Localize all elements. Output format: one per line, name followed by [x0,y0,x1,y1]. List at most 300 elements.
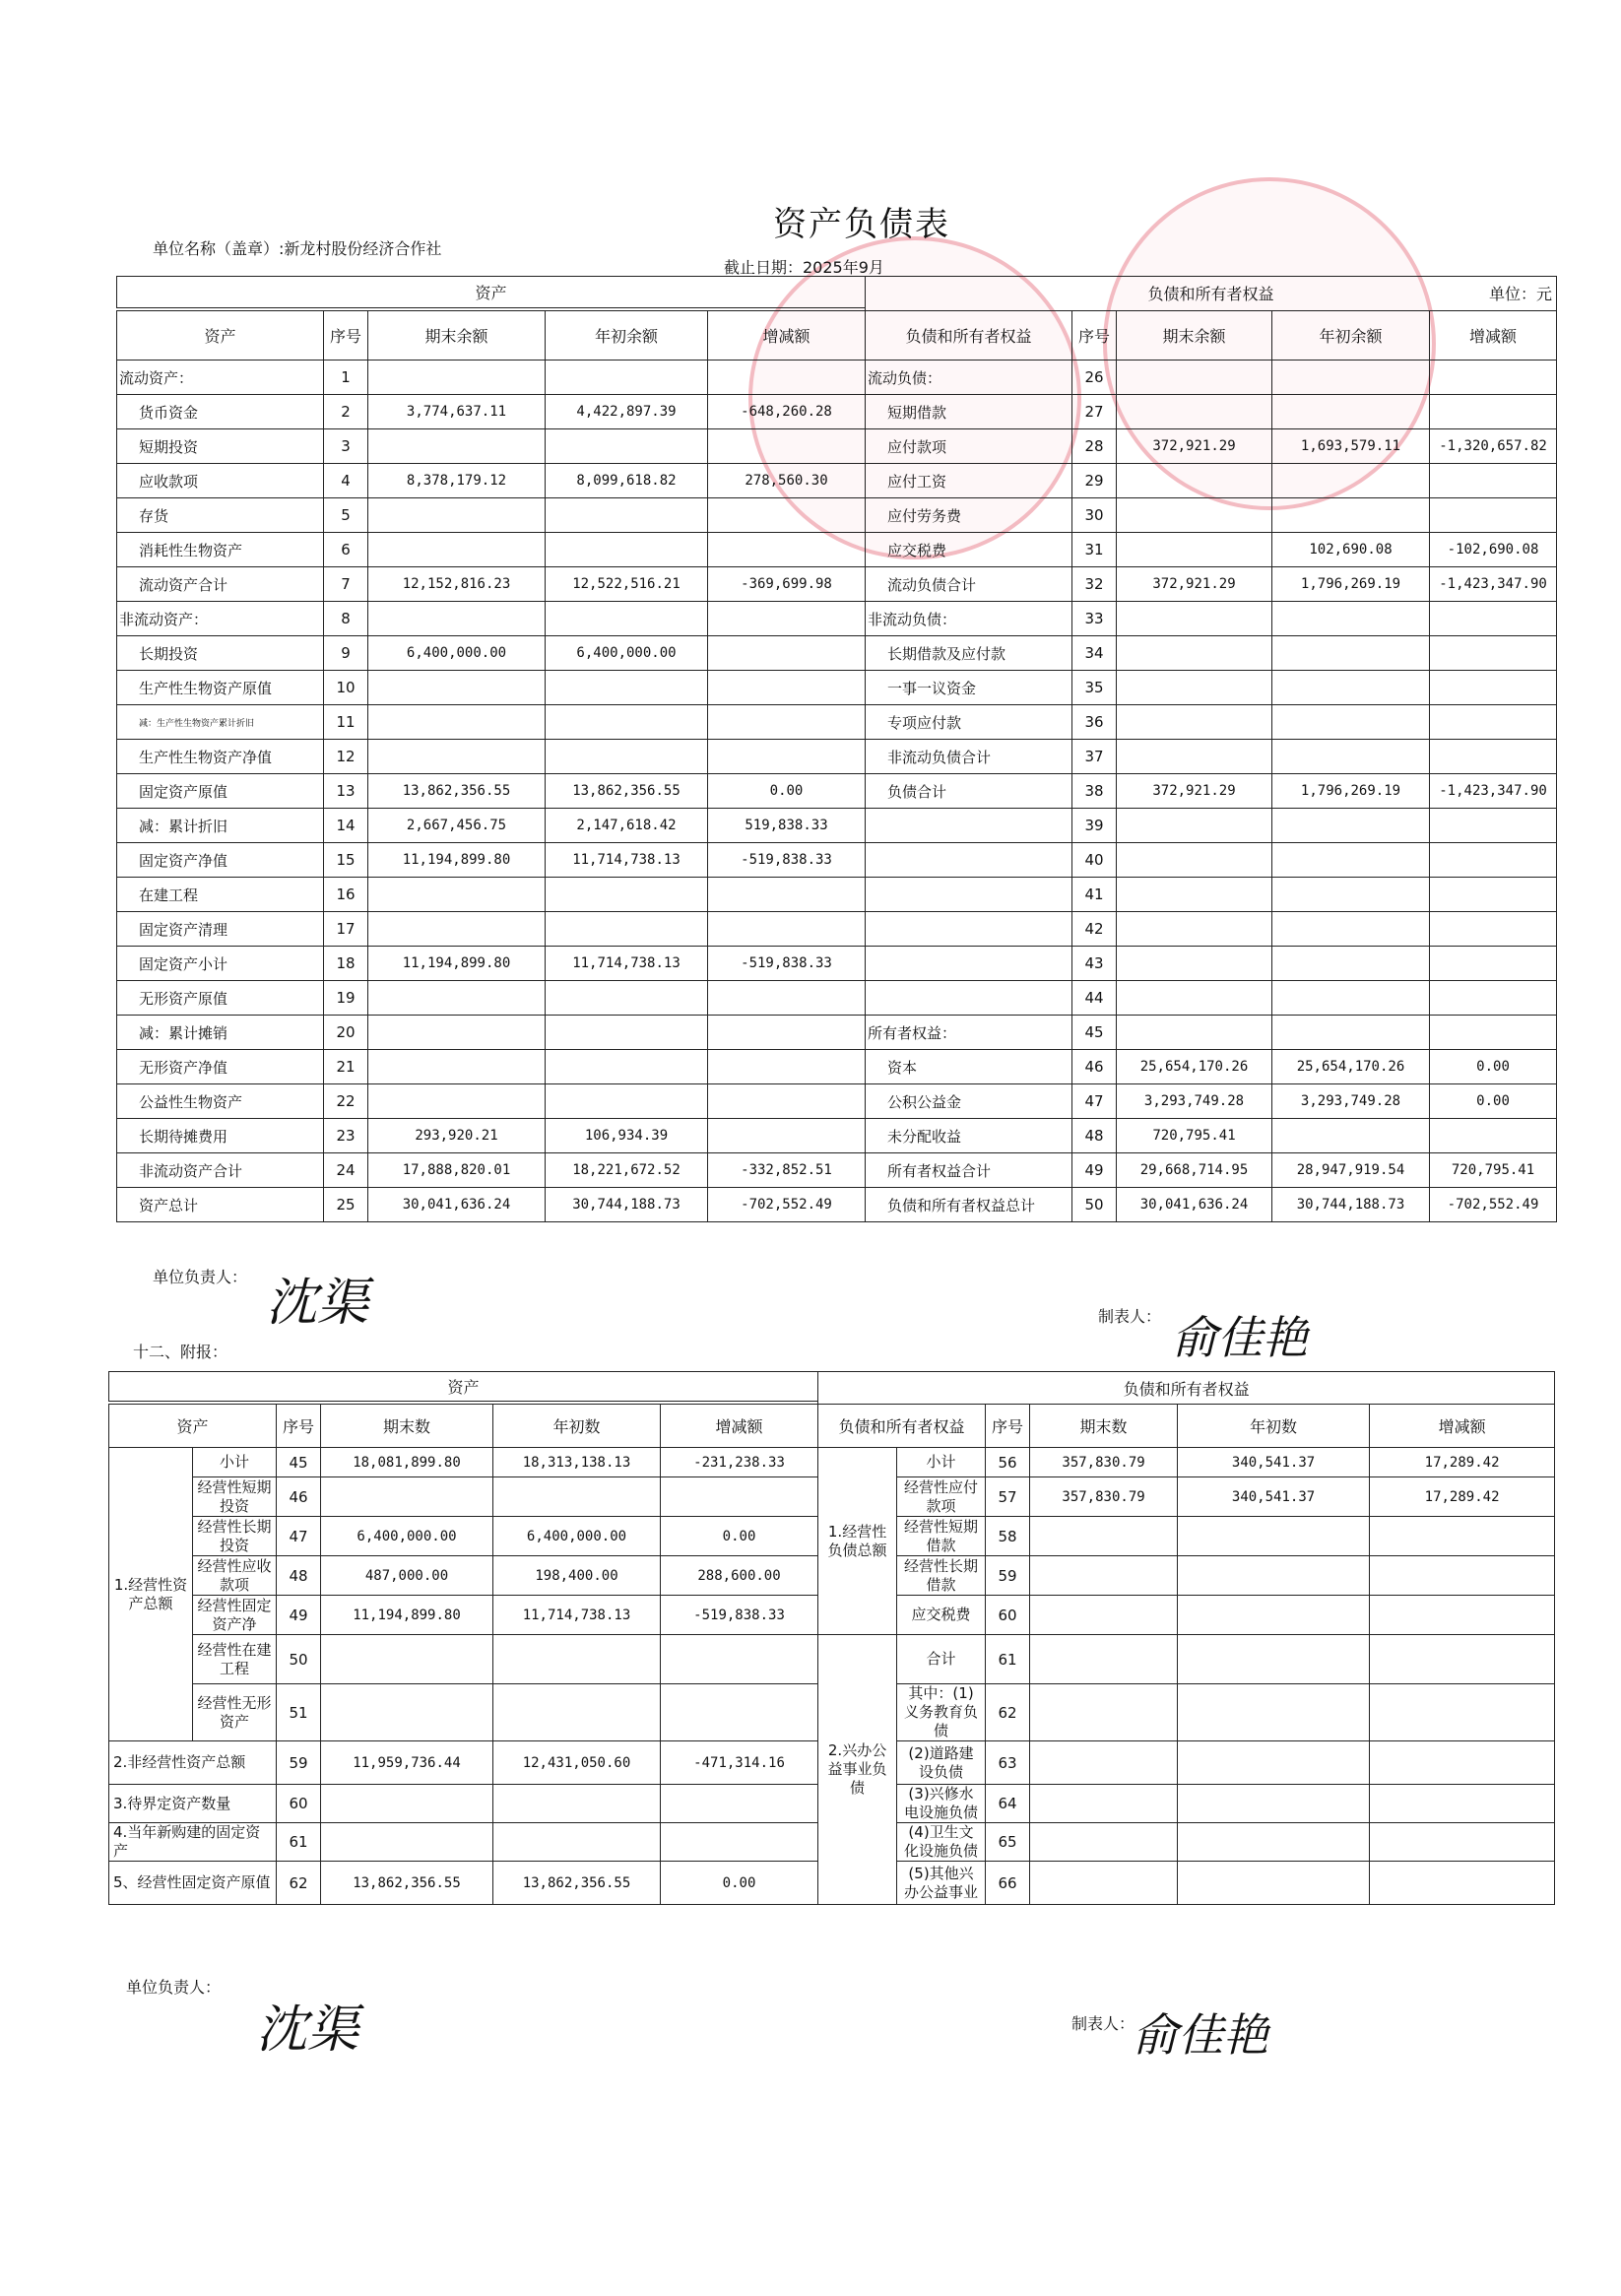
asset-cell: 17 [324,912,368,947]
liab-cell: -1,320,657.82 [1430,429,1557,464]
app-asset-cell: 49 [277,1596,321,1635]
table-row [117,1050,1557,1084]
liab-cell [1272,981,1430,1016]
app-liab-cell [1370,1684,1555,1741]
liab-cell: 1,693,579.11 [1272,429,1430,464]
app-liab-cell: (2)道路建设负债 [897,1741,986,1785]
asset-cell [708,1050,866,1084]
app-liab-cell [1178,1684,1370,1741]
liab-cell: 372,921.29 [1117,567,1272,602]
app-asset-cell [493,1477,661,1517]
liab-cell [866,878,1072,912]
liab-cell [1117,878,1272,912]
liab-cell: 30,041,636.24 [1117,1188,1272,1222]
asset-cell [368,912,546,947]
app-liab-cell [1178,1823,1370,1862]
app-col-left-2: 期末数 [321,1405,493,1448]
unit-name: 单位名称（盖章）:新龙村股份经济合作社 [153,239,442,258]
table-row [117,947,1557,981]
asset-cell [546,429,708,464]
col-left-4: 增减额 [708,311,866,361]
liab-cell [1430,602,1557,636]
app-liab-cell: 小计 [897,1448,986,1477]
asset-cell: 12 [324,740,368,774]
app-asset-cell: 11,714,738.13 [493,1596,661,1635]
app-liab-cell [1370,1741,1555,1785]
liab-cell [1117,361,1272,395]
app-liab-cell: 61 [986,1635,1030,1684]
app-asset-cell: 13,862,356.55 [493,1862,661,1905]
liab-cell: 27 [1072,395,1117,429]
app-asset-cell: 47 [277,1517,321,1556]
asset-cell [708,740,866,774]
liab-cell: 31 [1072,533,1117,567]
app-asset-cell: 61 [277,1823,321,1862]
liab-cell [1117,498,1272,533]
app-col-right-1: 序号 [986,1405,1030,1448]
balance-sheet-table [116,276,1557,1222]
asset-cell: -519,838.33 [708,947,866,981]
liab-cell: 应付劳务费 [866,498,1072,533]
app-liab-cell: (3)兴修水电设施负债 [897,1785,986,1823]
liabilities-header: 负债和所有者权益 [866,277,1557,311]
asset-cell [368,878,546,912]
asset-cell [368,671,546,705]
app-asset-cell: -471,314.16 [661,1741,818,1785]
liab-cell: 30,744,188.73 [1272,1188,1430,1222]
app-asset-cell: 经营性长期投资 [193,1517,277,1556]
appendix-table [108,1371,1555,1905]
liab-cell [1430,912,1557,947]
asset-cell [546,705,708,740]
table-row [117,1119,1557,1153]
liab-cell: 短期借款 [866,395,1072,429]
app-liab-cell [1370,1556,1555,1596]
liab-cell: 372,921.29 [1117,774,1272,809]
app-asset-cell: 0.00 [661,1862,818,1905]
app-asset-cell: 6,400,000.00 [321,1517,493,1556]
report-date: 截止日期：2025年9月 [724,258,884,277]
app-liab-cell: 64 [986,1785,1030,1823]
app-liab-cell: 60 [986,1596,1030,1635]
liab-cell [1272,395,1430,429]
table-row [109,1635,1555,1684]
asset-cell: 16 [324,878,368,912]
app-asset-cell: 18,313,138.13 [493,1448,661,1477]
asset-cell: 30,744,188.73 [546,1188,708,1222]
asset-cell: 1 [324,361,368,395]
asset-cell: 25 [324,1188,368,1222]
table-row [117,705,1557,740]
liab-cell [1117,602,1272,636]
liab-cell [866,947,1072,981]
app-asset-cell: 11,194,899.80 [321,1596,493,1635]
app-asset-cell: 198,400.00 [493,1556,661,1596]
asset-cell [708,1084,866,1119]
app-liab-cell [1370,1823,1555,1862]
col-left-0: 资产 [117,311,324,361]
leader-signature: 沈渠 [266,1274,369,1333]
app-asset-cell: 46 [277,1477,321,1517]
table-row [117,636,1557,671]
asset-cell: 13,862,356.55 [546,774,708,809]
asset-cell [708,361,866,395]
asset-cell [546,361,708,395]
app-liab-cell [1030,1635,1178,1684]
liab-cell [866,843,1072,878]
app-liab-cell [1030,1684,1178,1741]
liab-cell [1117,912,1272,947]
asset-cell: 11,714,738.13 [546,947,708,981]
liab-cell: -702,552.49 [1430,1188,1557,1222]
liab-cell [1272,843,1430,878]
table-row [117,1084,1557,1119]
asset-cell: 减：累计折旧 [117,809,324,843]
liab-cell [1117,947,1272,981]
liab-cell [1117,395,1272,429]
col-right-3: 年初余额 [1272,311,1430,361]
liab-cell [1430,1016,1557,1050]
app-asset-cell: 0.00 [661,1517,818,1556]
app-asset-cell: 小计 [193,1448,277,1477]
asset-cell [368,981,546,1016]
asset-cell [708,981,866,1016]
liab-cell [1430,740,1557,774]
leader-label: 单位负责人： [153,1268,248,1286]
app-asset-cell: 60 [277,1785,321,1823]
asset-cell: 24 [324,1153,368,1188]
liab-cell [1430,636,1557,671]
asset-cell: 14 [324,809,368,843]
asset-cell: 22 [324,1084,368,1119]
assets-header: 资产 [117,277,866,308]
app-asset-cell: 288,600.00 [661,1556,818,1596]
liab-cell [1272,912,1430,947]
liab-cell [1430,809,1557,843]
app-asset-cell [321,1635,493,1684]
liab-cell: 34 [1072,636,1117,671]
asset-cell [368,1016,546,1050]
liab-cell [1117,533,1272,567]
asset-cell: 生产性生物资产净值 [117,740,324,774]
asset-cell: 公益性生物资产 [117,1084,324,1119]
app-asset-cell: 经营性应收款项 [193,1556,277,1596]
liab-cell: 44 [1072,981,1117,1016]
app-col-right-3: 年初数 [1178,1405,1370,1448]
app-asset-cell: 6,400,000.00 [493,1517,661,1556]
asset-cell: 2,147,618.42 [546,809,708,843]
app-liab-cell: 应交税费 [897,1596,986,1635]
app-asset-cell: 经营性无形资产 [193,1684,277,1741]
app-col-right-4: 增减额 [1370,1405,1555,1448]
asset-cell: 非流动资产： [117,602,324,636]
asset-cell: 13 [324,774,368,809]
app-col-right-0: 负债和所有者权益 [818,1405,986,1448]
asset-cell: 长期投资 [117,636,324,671]
app-asset-cell: 4.当年新购建的固定资产 [109,1823,277,1862]
liab-cell: 一事一议资金 [866,671,1072,705]
liab-cell [1430,395,1557,429]
liab-cell: 28,947,919.54 [1272,1153,1430,1188]
app-asset-cell: 5、经营性固定资产原值 [109,1862,277,1905]
asset-cell: 12,522,516.21 [546,567,708,602]
liab-cell [1272,1119,1430,1153]
app-asset-cell [661,1823,818,1862]
liab-cell: 720,795.41 [1430,1153,1557,1188]
liab-cell [1430,498,1557,533]
app-liab-cell [1370,1785,1555,1823]
app-liab-cell: 合计 [897,1635,986,1684]
asset-cell [546,1050,708,1084]
table-row [117,533,1557,567]
liab-cell: 29,668,714.95 [1117,1153,1272,1188]
liab-cell [1117,671,1272,705]
app-liab-cell [1370,1635,1555,1684]
asset-cell: 5 [324,498,368,533]
app-liab-cell: 56 [986,1448,1030,1477]
app-asset-cell: 13,862,356.55 [321,1862,493,1905]
asset-cell: 8,378,179.12 [368,464,546,498]
asset-cell [708,912,866,947]
asset-cell: 4 [324,464,368,498]
app-asset-cell: 12,431,050.60 [493,1741,661,1785]
liab-cell: 应交税费 [866,533,1072,567]
asset-cell [546,981,708,1016]
asset-cell: 存货 [117,498,324,533]
app-liab-cell: 58 [986,1517,1030,1556]
app-asset-cell: 59 [277,1741,321,1785]
asset-cell: 6 [324,533,368,567]
liab-cell: 3,293,749.28 [1117,1084,1272,1119]
asset-cell [546,498,708,533]
app-assets-header: 资产 [109,1372,818,1402]
table-row [117,464,1557,498]
app-liab-cell [1030,1862,1178,1905]
asset-cell: 0.00 [708,774,866,809]
app-liab-cell: (4)卫生文化设施负债 [897,1823,986,1862]
asset-cell [708,1016,866,1050]
col-right-0: 负债和所有者权益 [866,311,1072,361]
asset-cell: 11,194,899.80 [368,947,546,981]
app-liab-cell [1178,1596,1370,1635]
asset-cell [546,740,708,774]
app-liab-cell: 357,830.79 [1030,1448,1178,1477]
app-asset-cell: 11,959,736.44 [321,1741,493,1785]
asset-cell: 非流动资产合计 [117,1153,324,1188]
table-row [117,740,1557,774]
asset-cell [708,705,866,740]
app-liab-cell: 66 [986,1862,1030,1905]
asset-cell: 固定资产小计 [117,947,324,981]
app-asset-cell [321,1477,493,1517]
app-liab-cell: 340,541.37 [1178,1477,1370,1517]
asset-cell: 519,838.33 [708,809,866,843]
app-liab-cell [1030,1823,1178,1862]
liab-cell: 未分配收益 [866,1119,1072,1153]
app-liab-cell [1370,1517,1555,1556]
asset-cell [546,912,708,947]
asset-cell: 减：累计摊销 [117,1016,324,1050]
liab-cell: 39 [1072,809,1117,843]
asset-cell: 生产性生物资产原值 [117,671,324,705]
liab-cell: 45 [1072,1016,1117,1050]
app-liab-cell [1030,1596,1178,1635]
asset-cell [708,429,866,464]
liab-cell [1117,464,1272,498]
app-liab-cell [1030,1517,1178,1556]
maker-signature-2: 俞佳艳 [1133,2008,1268,2062]
table-row [117,671,1557,705]
liab-cell: 29 [1072,464,1117,498]
asset-cell [368,602,546,636]
app-liab-cell: 经营性长期借款 [897,1556,986,1596]
asset-cell [546,533,708,567]
app-liab-cell [1178,1785,1370,1823]
liab-cell: 41 [1072,878,1117,912]
liab-cell: 30 [1072,498,1117,533]
liab-cell [1272,361,1430,395]
liab-cell: -1,423,347.90 [1430,774,1557,809]
asset-cell: 278,560.30 [708,464,866,498]
asset-cell: 6,400,000.00 [368,636,546,671]
table-row [117,361,1557,395]
liab-cell: 28 [1072,429,1117,464]
asset-cell: -332,852.51 [708,1153,866,1188]
liab-cell [1430,464,1557,498]
app-col-left-1: 序号 [277,1405,321,1448]
liab-cell: 1,796,269.19 [1272,567,1430,602]
app-liab-cell [1030,1741,1178,1785]
app-asset-cell [493,1785,661,1823]
liab-cell: 50 [1072,1188,1117,1222]
liab-cell [1272,1016,1430,1050]
asset-cell: 固定资产净值 [117,843,324,878]
liab-cell: 26 [1072,361,1117,395]
asset-cell: 3 [324,429,368,464]
asset-cell [368,429,546,464]
app-liab-cell: 17,289.42 [1370,1448,1555,1477]
liab-cell [1272,498,1430,533]
liab-cell [1272,947,1430,981]
app-col-right-2: 期末数 [1030,1405,1178,1448]
app-asset-cell: 3.待界定资产数量 [109,1785,277,1823]
liab-cell: 应付款项 [866,429,1072,464]
col-left-1: 序号 [324,311,368,361]
app-liab-cell: 63 [986,1741,1030,1785]
asset-cell: 流动资产合计 [117,567,324,602]
app-asset-cell [661,1785,818,1823]
app-liab-cell: 57 [986,1477,1030,1517]
liab-cell: 流动负债合计 [866,567,1072,602]
app-liab-cell: 经营性短期借款 [897,1517,986,1556]
maker-label-2: 制表人： [1071,2014,1135,2033]
asset-cell: 消耗性生物资产 [117,533,324,567]
asset-cell: 8,099,618.82 [546,464,708,498]
col-left-3: 年初余额 [546,311,708,361]
app-asset-cell [321,1785,493,1823]
liab-cell: 33 [1072,602,1117,636]
asset-cell: -369,699.98 [708,567,866,602]
app-liab-cell [1030,1556,1178,1596]
liab-cell: 25,654,170.26 [1272,1050,1430,1084]
liab-cell [866,809,1072,843]
asset-cell: 4,422,897.39 [546,395,708,429]
asset-cell [368,498,546,533]
table-row [117,498,1557,533]
asset-cell [708,878,866,912]
app-liab-group-label: 2.兴办公益事业负债 [818,1635,897,1905]
app-liab-cell: (5)其他兴办公益事业 [897,1862,986,1905]
app-asset-cell: 62 [277,1862,321,1905]
app-asset-cell: 48 [277,1556,321,1596]
col-right-2: 期末余额 [1117,311,1272,361]
asset-cell: 13,862,356.55 [368,774,546,809]
asset-cell [368,1050,546,1084]
liab-cell [1430,1119,1557,1153]
asset-cell [546,671,708,705]
app-liab-cell: 357,830.79 [1030,1477,1178,1517]
app-asset-cell [321,1684,493,1741]
app-col-left-0: 资产 [109,1405,277,1448]
asset-cell: -519,838.33 [708,843,866,878]
app-asset-cell: 487,000.00 [321,1556,493,1596]
asset-cell [708,1119,866,1153]
app-liab-cell: 经营性应付款项 [897,1477,986,1517]
app-liab-cell: 65 [986,1823,1030,1862]
asset-cell: 11,194,899.80 [368,843,546,878]
app-liab-cell: 17,289.42 [1370,1477,1555,1517]
table-row [117,395,1557,429]
liab-cell: 负债合计 [866,774,1072,809]
liab-cell [1430,361,1557,395]
asset-cell: 19 [324,981,368,1016]
maker-label: 制表人： [1098,1307,1162,1326]
asset-cell: 货币资金 [117,395,324,429]
app-asset-cell [493,1823,661,1862]
asset-cell: 长期待摊费用 [117,1119,324,1153]
asset-cell: -702,552.49 [708,1188,866,1222]
app-liab-cell [1178,1741,1370,1785]
liab-cell: 0.00 [1430,1050,1557,1084]
liab-cell: 49 [1072,1153,1117,1188]
liab-cell: 25,654,170.26 [1117,1050,1272,1084]
app-asset-cell: 2.非经营性资产总额 [109,1741,277,1785]
asset-cell: 15 [324,843,368,878]
app-liab-cell [1178,1517,1370,1556]
liab-cell [1117,740,1272,774]
asset-cell: 18,221,672.52 [546,1153,708,1188]
liab-cell: 应付工资 [866,464,1072,498]
asset-cell [708,533,866,567]
table-row [117,1016,1557,1050]
app-asset-cell: 经营性固定资产净 [193,1596,277,1635]
liab-cell: 流动负债： [866,361,1072,395]
asset-cell: 应收款项 [117,464,324,498]
liab-cell [1430,843,1557,878]
app-asset-cell: -519,838.33 [661,1596,818,1635]
app-asset-cell: 18,081,899.80 [321,1448,493,1477]
liab-cell: 0.00 [1430,1084,1557,1119]
liab-cell [1117,636,1272,671]
table-row [117,1188,1557,1222]
asset-cell: 2 [324,395,368,429]
table-row [117,774,1557,809]
liab-cell [1117,843,1272,878]
liab-cell [1272,705,1430,740]
liab-cell [1272,740,1430,774]
app-col-left-3: 年初数 [493,1405,661,1448]
liab-cell [1117,809,1272,843]
